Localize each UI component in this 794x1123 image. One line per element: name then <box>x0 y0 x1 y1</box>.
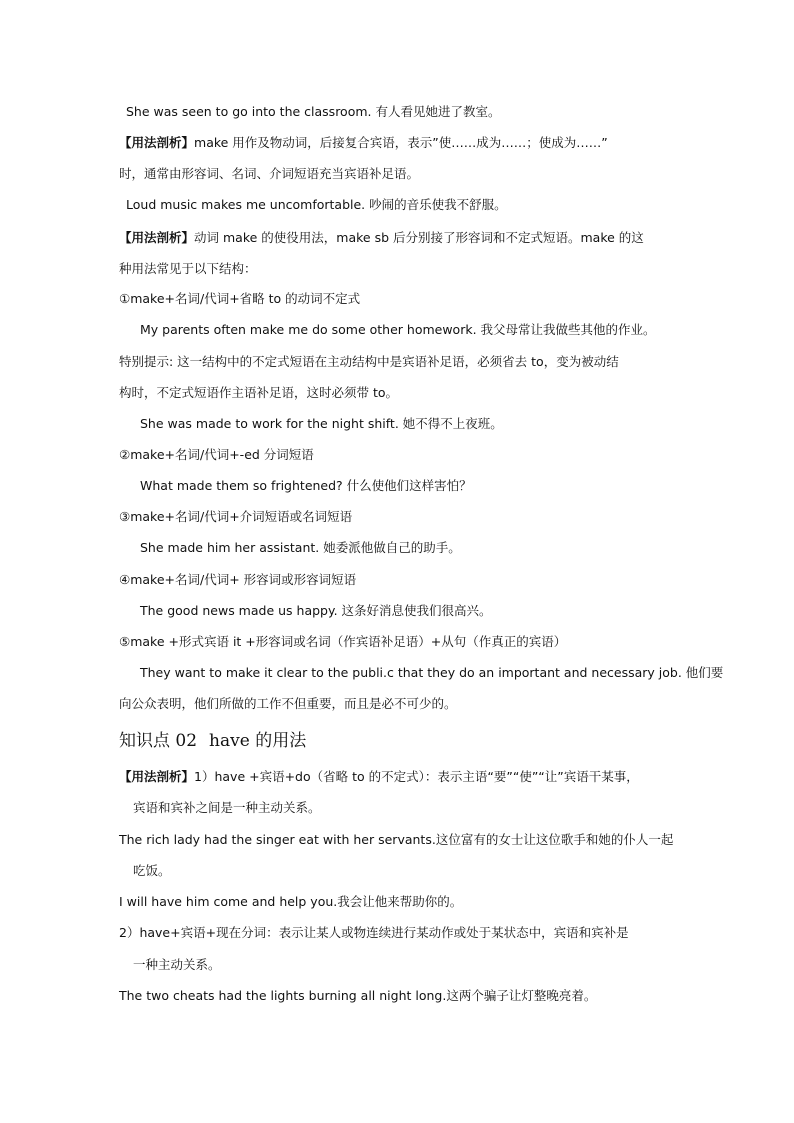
structure-item-3: ③make+名词/代词+介词短语或名词短语 <box>119 509 353 524</box>
paragraph-continuation: 种用法常见于以下结构： <box>119 261 257 276</box>
paragraph-continuation: 构时，不定式短语作主语补足语，这时必须带 to。 <box>119 385 399 400</box>
section-heading-topic: have 的用法 <box>209 731 307 751</box>
example-sentence: Loud music makes me uncomfortable. 吵闹的音乐使我不舒服。 <box>126 197 507 212</box>
paragraph-continuation: 吃饭。 <box>133 863 171 878</box>
section-heading-label: 知识点 02 <box>119 731 198 751</box>
structure-item-5: ⑤make +形式宾语 it +形容词或名词（作宾语补足语）+从句（作真正的宾语） <box>119 634 567 649</box>
example-sentence: They want to make it clear to the publi.c that they do an important and necessary job. 他们要 <box>140 665 724 680</box>
special-note: 特别提示: 这一结构中的不定式短语在主动结构中是宾语补足语，必须省去 to，变为被动结 <box>119 354 619 369</box>
usage-analysis-paragraph <box>119 767 689 787</box>
example-sentence: She made him her assistant. 她委派他做自己的助手。 <box>140 540 461 555</box>
example-sentence: I will have him come and help you.我会让他来帮助你的。 <box>119 894 463 909</box>
usage-analysis-text: 1）have +宾语+do（省略 to 的不定式）：表示主语“要”“使”“让”宾语干某事， <box>194 769 639 784</box>
structure-item-2: ②make+名词/代词+-ed 分词短语 <box>119 447 314 462</box>
paragraph-continuation: 时，通常由形容词、名词、介词短语充当宾语补足语。 <box>119 166 420 181</box>
usage-analysis-tag: 【用法剖析】 <box>119 230 195 245</box>
paragraph-continuation: 一种主动关系。 <box>133 957 221 972</box>
usage-point-2: 2）have+宾语+现在分词：表示让某人或物连续进行某动作或处于某状态中，宾语和宾补是 <box>119 925 629 940</box>
usage-analysis-tag: 【用法剖析】 <box>119 135 195 150</box>
usage-analysis-paragraph <box>119 133 689 153</box>
example-sentence: What made them so frightened? 什么使他们这样害怕？ <box>140 478 472 493</box>
section-heading <box>119 729 306 753</box>
example-sentence: The two cheats had the lights burning all night long.这两个骗子让灯整晚亮着。 <box>119 988 597 1003</box>
structure-item-4: ④make+名词/代词+ 形容词或形容词短语 <box>119 572 357 587</box>
example-sentence: She was made to work for the night shift. 她不得不上夜班。 <box>140 416 503 431</box>
usage-analysis-tag: 【用法剖析】 <box>119 769 195 784</box>
usage-analysis-text: make 用作及物动词，后接复合宾语，表示”使……成为……；使成为……” <box>194 135 608 150</box>
usage-analysis-text: 动词 make 的使役用法，make sb 后分别接了形容词和不定式短语。make 的这 <box>194 230 644 245</box>
structure-item-1: ①make+名词/代词+省略 to 的动词不定式 <box>119 291 361 306</box>
example-sentence: My parents often make me do some other homework. 我父母常让我做些其他的作业。 <box>140 322 656 337</box>
example-sentence: The rich lady had the singer eat with her servants.这位富有的女士让这位歌手和她的仆人一起 <box>119 832 674 847</box>
usage-analysis-paragraph <box>119 228 689 248</box>
example-sentence: The good news made us happy. 这条好消息使我们很高兴。 <box>140 603 492 618</box>
example-sentence: She was seen to go into the classroom. 有人看见她进了教室。 <box>126 104 501 119</box>
paragraph-continuation: 宾语和宾补之间是一种主动关系。 <box>133 800 321 815</box>
paragraph-continuation: 向公众表明，他们所做的工作不但重要，而且是必不可少的。 <box>119 696 457 711</box>
